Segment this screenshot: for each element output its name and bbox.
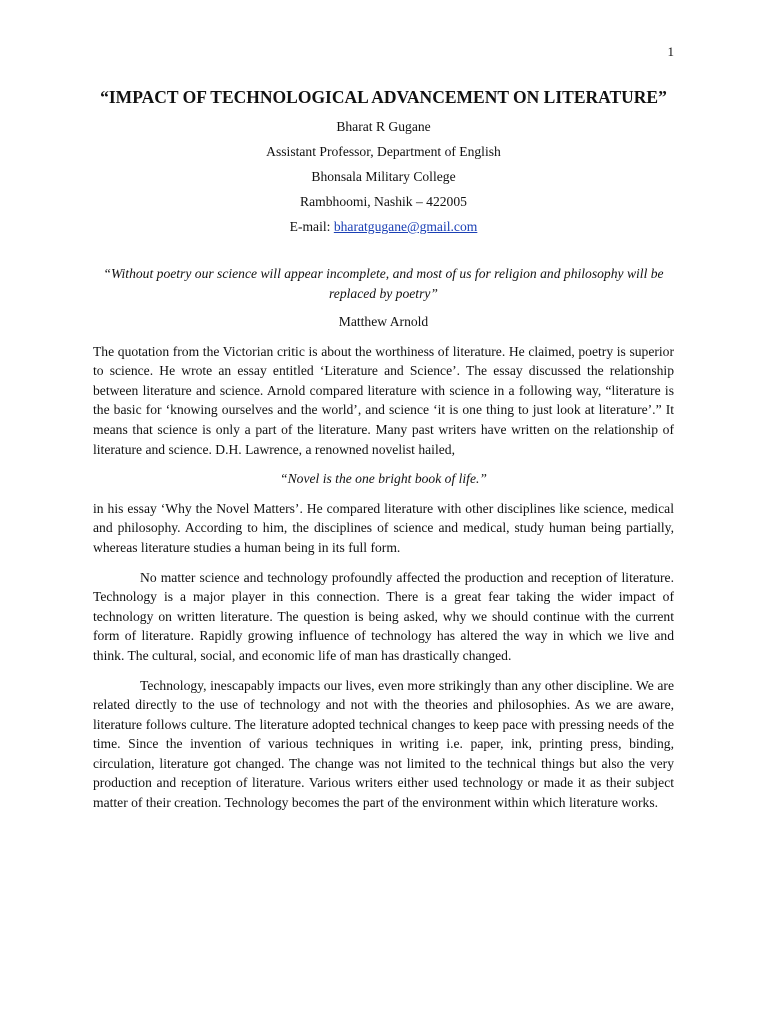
lawrence-quote: “Novel is the one bright book of life.” [280, 471, 487, 487]
paragraph-technology-culture: Technology, inescapably impacts our lives, even more strikingly than any other discipline. We are related directly to the use of technology and not with the theories and philosophies. As we are aware, literature follows culture. The literature adopted technical changes to keep pace with pressing needs of the time. Since the invention of various techniques in writing i.e. paper, ink, printing press, binding, circulation, literature got changed. The change was not limited to the technical things but also the very production and reception of literature. Various writers either used technology or made it as their subject matter of their creation. Technology becomes the part of the environment within which literature works. [93, 677, 674, 811]
email-link[interactable]: bharatgugane@gmail.com [333, 219, 478, 234]
paragraph-intro: The quotation from the Victorian critic is about the worthiness of literature. He claimed, poetry is superior to science. He wrote an essay entitled ‘Literature and Science’. The essay discussed the relationship between literature and science. Arnold compared literature with science in a following way, “literature is the basic for ‘knowing ourselves and the world’, and science ‘it is one thing to just look at literature’.” It means that science is only a part of the literature. Many past writers have written on the relationship of literature and science. D.H. Lawrence, a renowned novelist hailed, [93, 343, 674, 457]
document-title: “IMPACT OF TECHNOLOGICAL ADVANCEMENT ON LITERATURE” [100, 87, 667, 107]
author-email-line [93, 217, 674, 236]
author-position: Assistant Professor, Department of English [266, 144, 501, 159]
paragraph-technology-impact: No matter science and technology profoundly affected the production and reception of literature. Technology is a major player in this connection. There is a great fear taking the wider impact of technology on written literature. The question is being asked, why we should continue with the current form of literature. Rapidly growing influence of technology has altered the way in which we live and think. The cultural, social, and economic life of man has drastically changed. [93, 569, 674, 663]
epigraph-attribution: Matthew Arnold [338, 314, 429, 329]
page-number: 1 [667, 44, 674, 59]
author-address: Rambhoomi, Nashik – 422005 [300, 194, 467, 209]
author-name: Bharat R Gugane [336, 119, 431, 134]
paragraph-lawrence: in his essay ‘Why the Novel Matters’. He compared literature with other disciplines like science, medical and philosophy. According to him, the disciplines of science and medical, study human being partially, whereas literature studies a human being in its full form. [93, 500, 674, 555]
epigraph-quote: “Without poetry our science will appear incomplete, and most of us for religion and philosophy will be replaced by poetry” [103, 266, 664, 301]
email-label: E-mail: [289, 219, 334, 234]
author-college: Bhonsala Military College [311, 169, 456, 184]
document-body [93, 86, 674, 823]
